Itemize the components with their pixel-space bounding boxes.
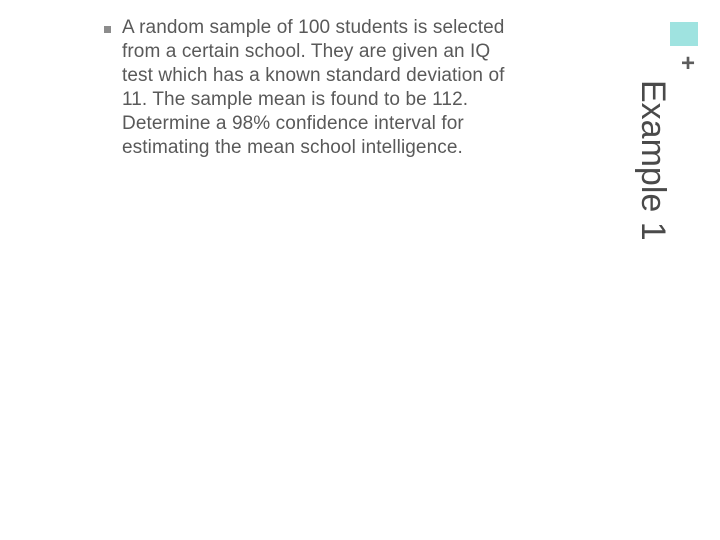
bullet-text: A random sample of 100 students is selected from a certain school. They are given an IQ test which has a known standard deviation of 11. The sample mean is found to be 112. Determine a 98% confidence interval for estimating the mean school intelligence. (122, 17, 505, 158)
bullet-item (100, 16, 520, 160)
bullet-list (100, 16, 520, 160)
slide-title: Example 1 (634, 80, 672, 241)
square-bullet-icon (104, 26, 111, 33)
accent-bar (670, 22, 698, 46)
plus-icon: + (681, 50, 696, 77)
